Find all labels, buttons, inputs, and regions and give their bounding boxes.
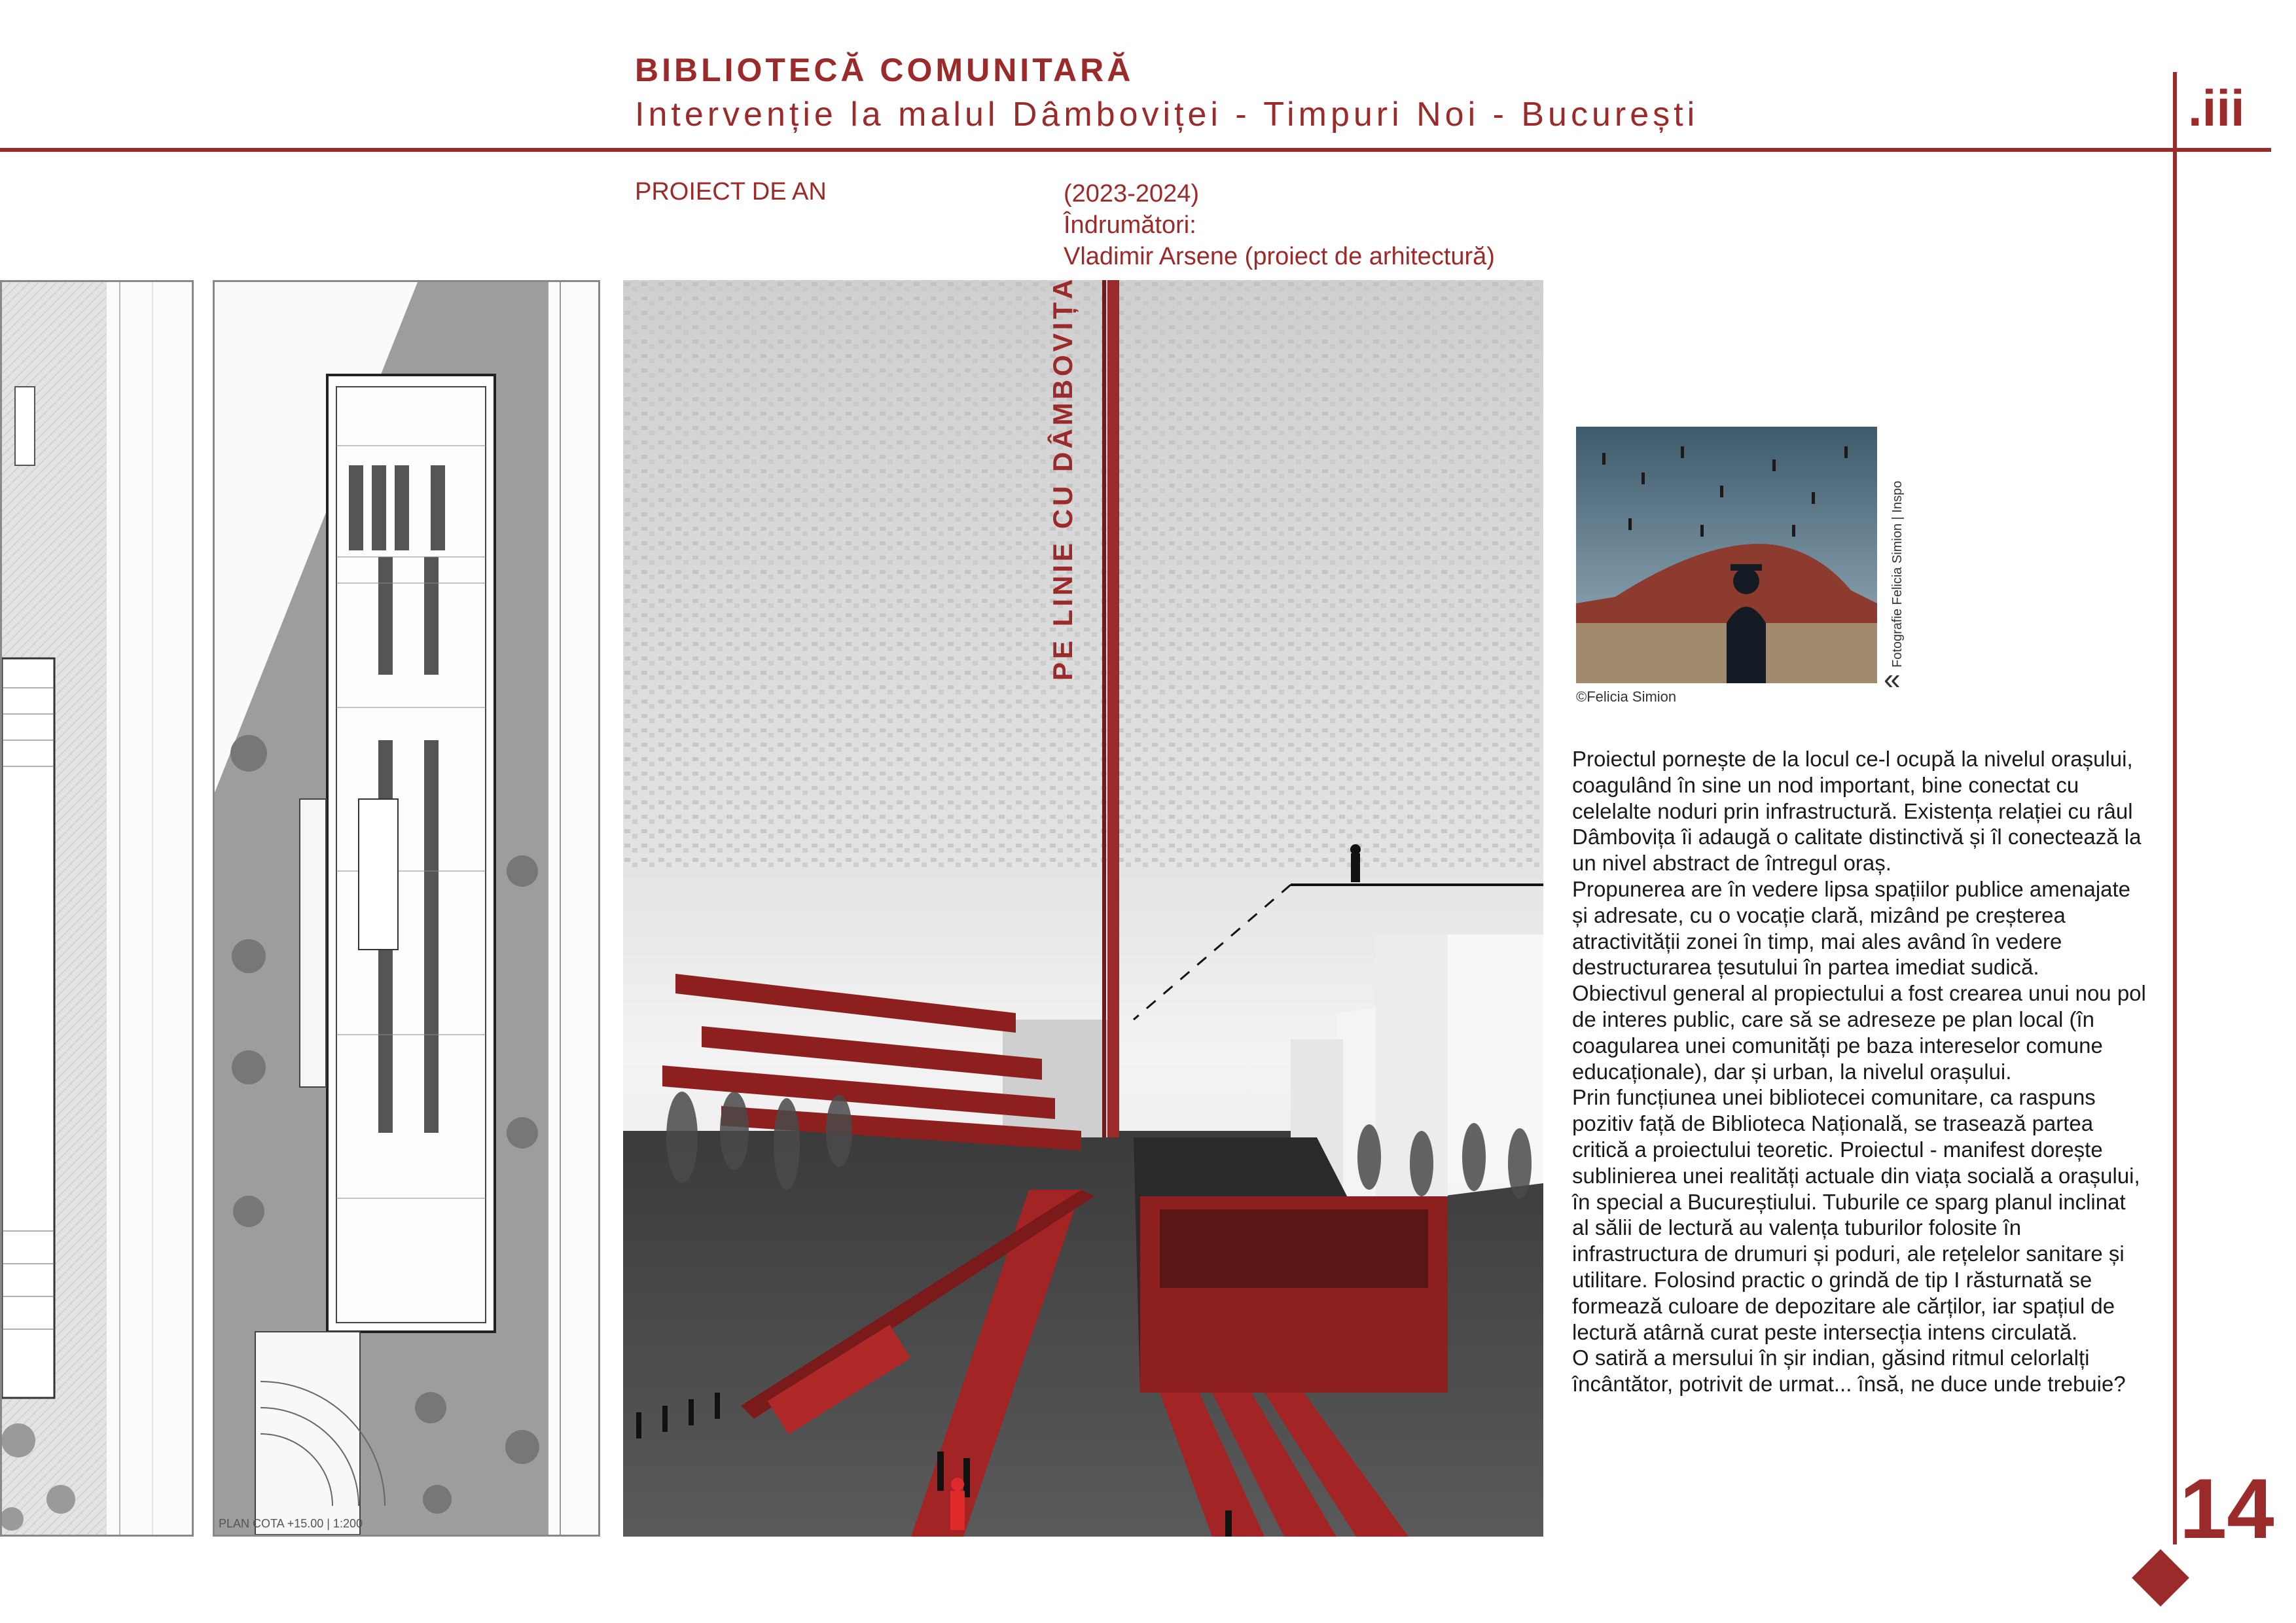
section-marker: .iii [2188,79,2245,137]
project-description [1572,746,2148,1397]
mentor-name: Vladimir Arsene (proiect de arhitectură) [1064,243,1495,270]
photo-illustration [1576,427,1877,683]
site-plan-drawing [2,282,192,1535]
diamond-icon [2132,1549,2189,1607]
photo-credit: ©Felicia Simion [1576,688,1677,705]
project-info [1064,178,1495,272]
floor-plan-drawing [215,282,598,1535]
site-plan-partial [0,280,194,1537]
inspiration-photo [1576,427,1877,683]
description-paragraph: Propunerea are în vedere lipsa spațiilor publice amenajate și adresate, cu o vocație clară, mizând pe creșterea atractivității zonei în timp, mai ales având în vedere destructurarea țesutului în partea imediat sudică. [1572,876,2131,980]
chevron-left-icon: « [1884,662,1901,696]
description-paragraph: Proiectul pornește de la locul ce-l ocupă la nivelul orașului, coagulând în sine un nod important, bine conectat cu celelalte noduri prin infrastructură. Existența relației cu râul Dâmbovița îi adaugă o calitate distinctivă și îl conectează la un nivel abstract de întregul oraș. [1572,747,2142,876]
render-vertical-title [1047,276,1086,681]
header-rule [0,148,2271,152]
page-subtitle: Intervenție la malul Dâmboviței - Timpuri Noi - București [635,96,1699,134]
mentors-label: Îndrumători: [1064,211,1196,239]
photo-vertical-credit-text: Fotografie Felicia Simion | Inspo [1890,480,1905,668]
render-vertical-title-text: PE LINIE CU DÂMBOVIȚA [1047,276,1078,681]
page-title: BIBLIOTECĂ COMUNITARĂ [635,52,1134,88]
description-paragraph: O satiră a mersului în șir indian, găsind ritmul celorlalți încântător, potrivit de urmat... însă, ne duce unde trebuie? [1572,1346,2126,1397]
plan-label: PLAN COTA +15.00 | 1:200 [219,1517,363,1530]
margin-rule [2173,72,2177,1544]
page-number: 14 [2179,1461,2274,1556]
project-type: PROIECT DE AN [635,178,827,205]
description-paragraph: Obiectivul general al propiectului a fost crearea unui nou pol de interes public, care să se adreseze pe plan local (în coagularea unei comunități pe baza intereselor comune educaționale), dar și urban, la nivelul orașului. [1572,981,2146,1084]
floor-plan [213,280,600,1537]
photo-vertical-credit [1890,445,1916,668]
project-years: (2023-2024) [1064,180,1200,207]
description-paragraph: Prin funcțiunea unei bibliotecei comunitare, ca raspuns pozitiv față de Biblioteca Națională, se trasează partea critică a proiectului teoretic. Proiectul - manifest dorește sublinierea unei realități actuale din viața socială a orașului, în special a Bucureștiului. Tuburile ce sparg planul inclinat al sălii de lectură au valența tuburilor folosite în infrastructura de drumuri și poduri, ale rețelelor sanitare și utilitare. Folosind practic o grindă de tip I răsturnată se formează culoare de depozitare ale cărților, iar spațiul de lectură atârnă curat peste intersecția intens circulată. [1572,1085,2140,1344]
